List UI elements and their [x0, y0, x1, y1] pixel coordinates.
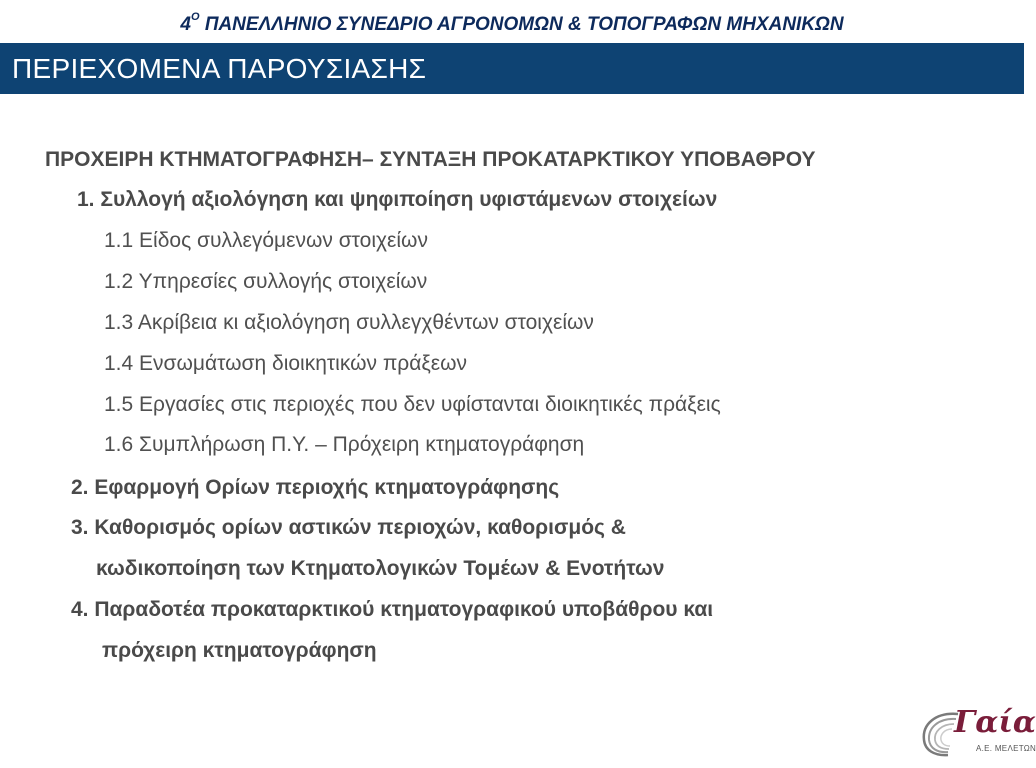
toc-section-4: 4. Παραδοτέα προκαταρκτικού κτηματογραφικού υποβάθρου και — [71, 598, 714, 621]
logo-wordmark: Γαία — [954, 705, 1036, 740]
conference-number: 4 — [180, 14, 191, 35]
logo-subtitle: Α.Ε. ΜΕΛΕΤΩΝ — [976, 744, 1036, 753]
toc-heading: ΠΡΟΧΕΙΡΗ ΚΤΗΜΑΤΟΓΡΑΦΗΣΗ– ΣΥΝΤΑΞΗ ΠΡΟΚΑΤΑΡΚΤΙΚΟΥ ΥΠΟΒΑΘΡΟΥ — [45, 148, 816, 171]
toc-section-1: 1. Συλλογή αξιολόγηση και ψηφιποίηση υφιστάμενων στοιχείων — [77, 188, 718, 211]
gaia-logo — [918, 704, 1036, 762]
toc-subsection-1-2: 1.2 Υπηρεσίες συλλογής στοιχείων — [104, 270, 428, 293]
slide-title: ΠΕΡΙΕΧΟΜΕΝΑ ΠΑΡΟΥΣΙΑΣΗΣ — [12, 53, 427, 84]
toc-section-4-continued: πρόχειρη κτηματογράφηση — [102, 639, 377, 662]
conference-number-superscript: Ο — [190, 11, 200, 23]
toc-section-3: 3. Καθορισμός ορίων αστικών περιοχών, καθορισμός & — [71, 516, 626, 539]
toc-section-2: 2. Εφαρμογή Ορίων περιοχής κτηματογράφησης — [71, 476, 560, 499]
conference-name: ΠΑΝΕΛΛΗΝΙΟ ΣΥΝΕΔΡΙΟ ΑΓΡΟΝΟΜΩΝ & ΤΟΠΟΓΡΑΦΩΝ ΜΗΧΑΝΙΚΩΝ — [204, 14, 844, 35]
toc-section-3-continued: κωδικοποίηση των Κτηματολογικών Τομέων & Ενοτήτων — [96, 557, 665, 580]
toc-subsection-1-1: 1.1 Είδος συλλεγόμενων στοιχείων — [104, 229, 428, 252]
toc-subsection-1-4: 1.4 Ενσωμάτωση διοικητικών πράξεων — [104, 352, 468, 375]
toc-subsection-1-6: 1.6 Συμπλήρωση Π.Υ. – Πρόχειρη κτηματογράφηση — [104, 433, 585, 456]
toc-subsection-1-5: 1.5 Εργασίες στις περιοχές που δεν υφίστανται διοικητικές πράξεις — [104, 393, 721, 416]
toc-subsection-1-3: 1.3 Ακρίβεια κι αξιολόγηση συλλεγχθέντων στοιχείων — [104, 311, 594, 334]
